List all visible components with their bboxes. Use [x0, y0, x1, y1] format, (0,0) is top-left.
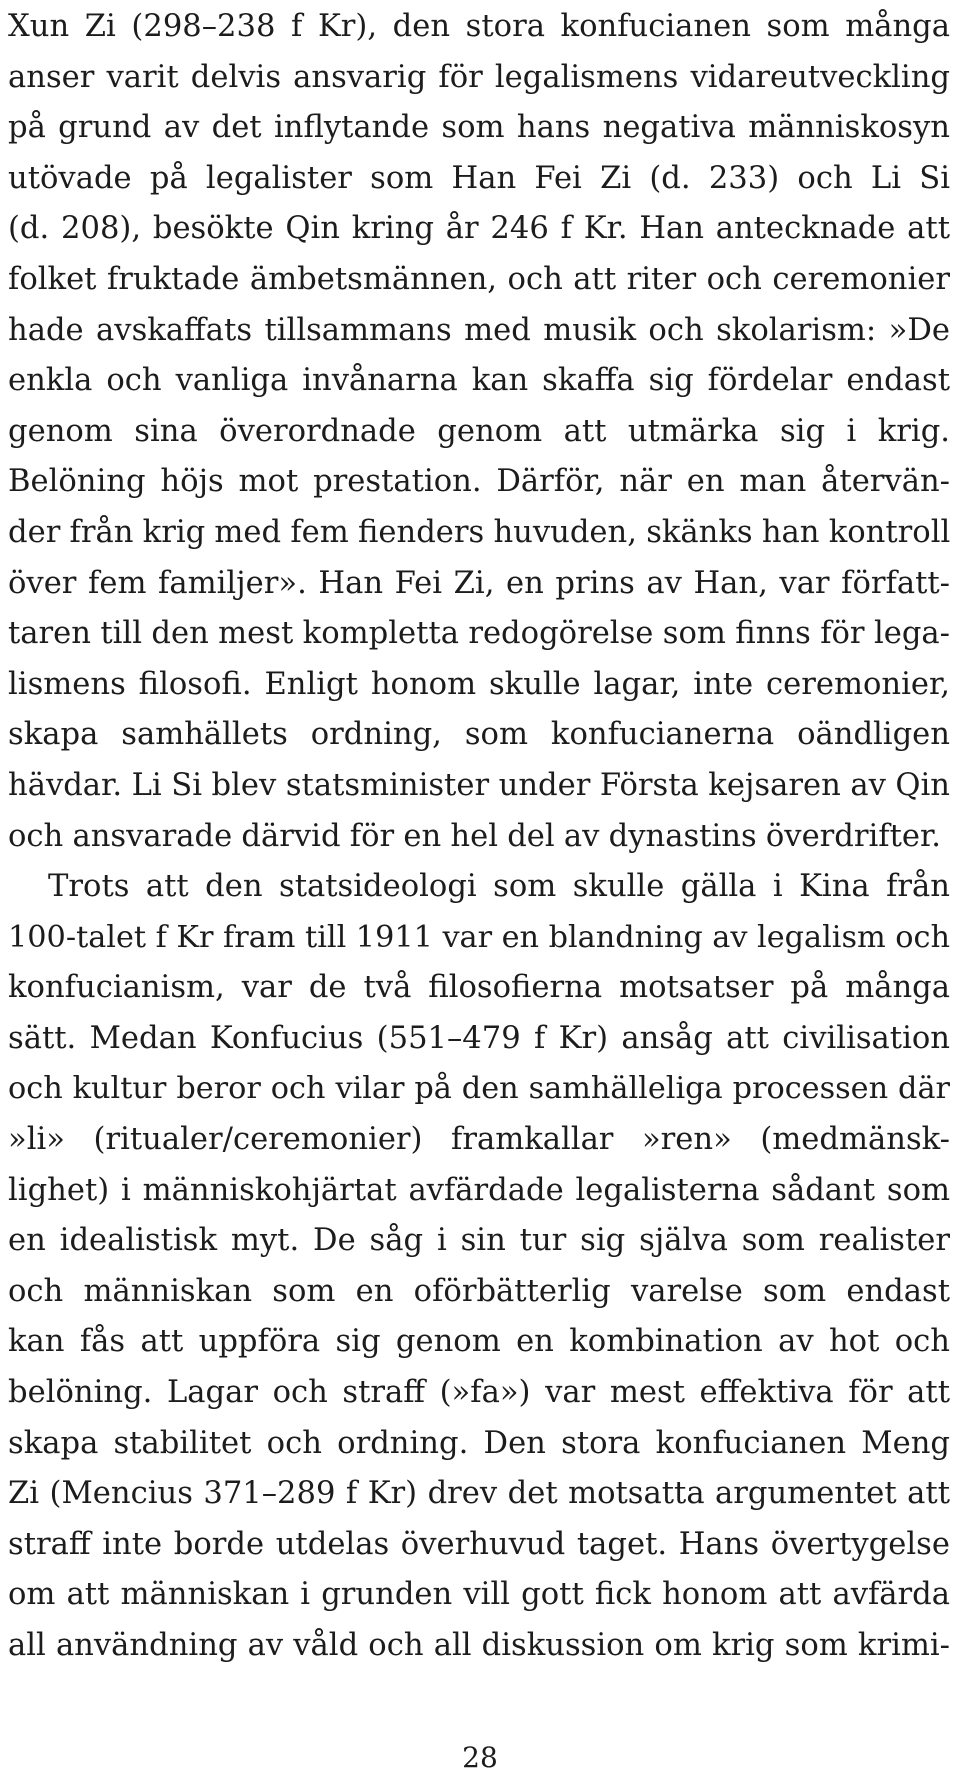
- text-line: och kultur beror och vilar på den samhälleliga processen där: [8, 1071, 950, 1107]
- text-line: hade avskaffats tillsammans med musik och skolarism: »De: [8, 312, 950, 348]
- text-line: genom sina överordnade genom att utmärka sig i krig.: [8, 413, 950, 449]
- text-line: utövade på legalister som Han Fei Zi (d. 233) och Li Si: [8, 160, 950, 196]
- text-line: skapa stabilitet och ordning. Den stora konfucianen Meng: [8, 1425, 950, 1461]
- text-line: der från krig med fem fienders huvuden, skänks han kontroll: [8, 514, 951, 550]
- text-line: »li» (ritualer/ceremonier) framkallar »ren» (medmänsk-: [8, 1122, 950, 1158]
- text-line: Xun Zi (298–238 f Kr), den stora konfucianen som många: [8, 9, 950, 44]
- text-line: på grund av det inflytande som hans negativa människosyn: [8, 110, 950, 146]
- body-text: [8, 2, 950, 1672]
- text-line: och ansvarade därvid för en hel del av dynastins överdrifter.: [8, 818, 942, 854]
- text-line: 100-talet f Kr fram till 1911 var en blandning av legalism och: [8, 919, 950, 955]
- text-line: om att människan i grunden vill gott fick honom att avfärda: [8, 1577, 950, 1613]
- text-line: (d. 208), besökte Qin kring år 246 f Kr. Han antecknade att: [8, 211, 950, 247]
- text-line: konfucianism, var de två filosofierna motsatser på många: [8, 970, 950, 1006]
- text-line: Belöning höjs mot prestation. Därför, när en man återvän-: [8, 464, 950, 500]
- text-line: hävdar. Li Si blev statsminister under Första kejsaren av Qin: [8, 767, 950, 803]
- page-number: 28: [462, 1741, 498, 1774]
- text-line: belöning. Lagar och straff (»fa») var mest effektiva för att: [8, 1375, 950, 1411]
- text-line: sätt. Medan Konfucius (551–479 f Kr) ansåg att civilisation: [8, 1020, 950, 1056]
- text-line: en idealistisk myt. De såg i sin tur sig själva som realister: [8, 1223, 950, 1259]
- text-line: lismens filosofi. Enligt honom skulle lagar, inte ceremonier,: [8, 666, 950, 702]
- text-line: all användning av våld och all diskussion om krig som krimi-: [8, 1628, 950, 1663]
- text-line: och människan som en oförbätterlig varelse som endast: [8, 1273, 950, 1309]
- text-line: straff inte borde utdelas överhuvud taget. Hans övertygelse: [8, 1526, 950, 1562]
- text-line: anser varit delvis ansvarig för legalismens vidareutveckling: [8, 59, 950, 95]
- text-line: över fem familjer». Han Fei Zi, en prins av Han, var författ-: [8, 565, 950, 601]
- text-line: folket fruktade ämbetsmännen, och att riter och ceremonier: [8, 261, 950, 297]
- text-line: enkla och vanliga invånarna kan skaffa sig fördelar endast: [8, 363, 950, 399]
- text-line: lighet) i människohjärtat avfärdade legalisterna sådant som: [8, 1172, 950, 1208]
- text-line: skapa samhällets ordning, som konfucianerna oändligen: [8, 717, 950, 753]
- text-line: Trots att den statsideologi som skulle gälla i Kina från: [48, 869, 950, 905]
- text-line: taren till den mest kompletta redogörelse som finns för lega-: [8, 616, 950, 652]
- text-line: kan fås att uppföra sig genom en kombination av hot och: [8, 1324, 950, 1360]
- text-line: Zi (Mencius 371–289 f Kr) drev det motsatta argumentet att: [8, 1476, 950, 1512]
